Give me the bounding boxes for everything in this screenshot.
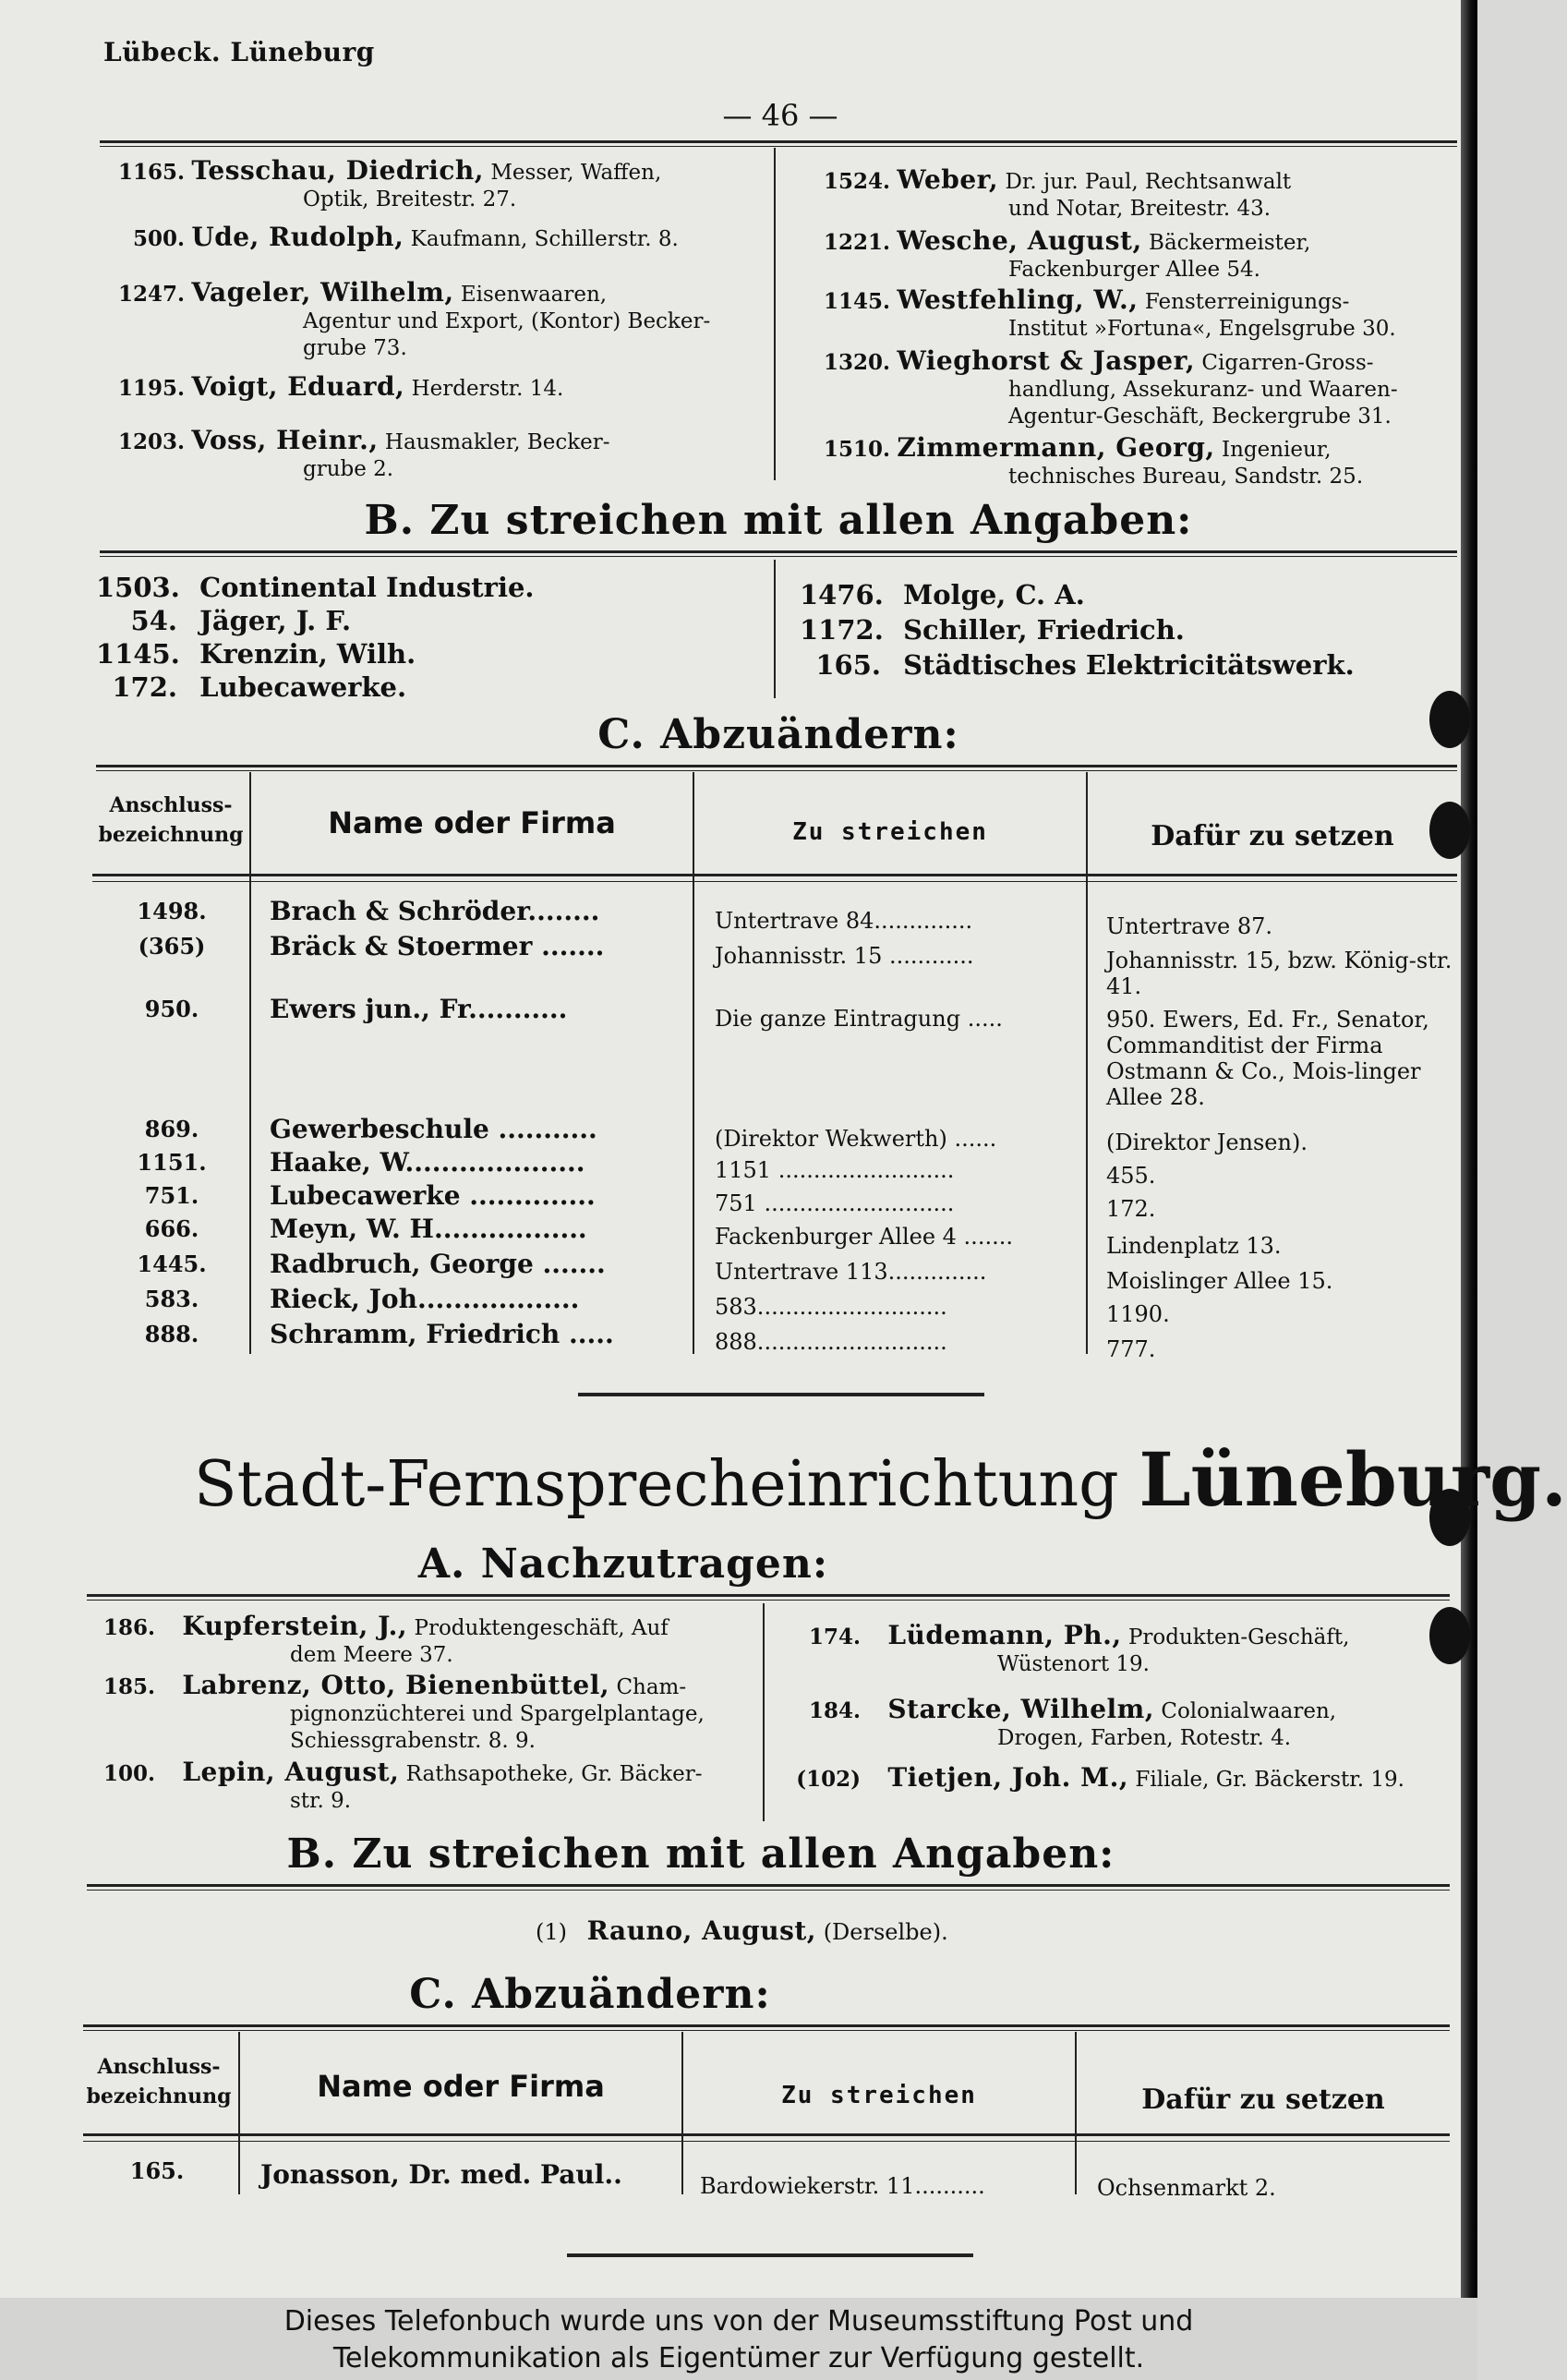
table-rule-thin	[83, 2141, 1450, 2142]
list-item: (102) Tietjen, Joh. M., Filiale, Gr. Bäckerstr. 19.	[796, 1762, 1404, 1793]
list-item: 1524. Weber, Dr. jur. Paul, Rechtsanwalt und Notar, Breitestr. 43.	[823, 164, 1292, 221]
list-item: 1510. Zimmermann, Georg, Ingenieur, technisches Bureau, Sandstr. 25.	[823, 432, 1364, 489]
section-rule	[87, 1884, 1450, 1887]
list-item: 1172. Schiller, Friedrich.	[800, 614, 1185, 646]
column-divider	[763, 1603, 765, 1821]
list-item: 1221. Wesche, August, Bäckermeister, Fackenburger Allee 54.	[823, 225, 1311, 282]
section-title-nachtragen: A. Nachzutragen:	[417, 1540, 829, 1588]
list-item: 54. Jäger, J. F.	[130, 605, 352, 636]
running-head: Lübeck. Lüneburg	[103, 37, 375, 67]
list-item: 1503. Continental Industrie.	[96, 572, 535, 603]
table-header-streichen: Zu streichen	[781, 2082, 977, 2109]
section-rule	[100, 550, 1457, 553]
list-item: 1195. Voigt, Eduard, Herderstr. 14.	[117, 371, 564, 402]
section-separator	[567, 2253, 973, 2257]
list-item: 1145. Westfehling, W., Fensterreinigungs- Institut »Fortuna«, Engelsgrube 30.	[823, 284, 1396, 341]
column-divider	[774, 148, 776, 480]
table-header-setzen: Dafür zu setzen	[1141, 2084, 1385, 2116]
list-item: 172. Lubecawerke.	[112, 671, 407, 703]
page-number: — 46 —	[722, 98, 838, 133]
page-title-lueneburg: Stadt-Fernsprecheinrichtung Lüneburg.	[194, 1436, 1567, 1523]
section-rule-thin	[87, 1600, 1450, 1601]
list-item: 1203. Voss, Heinr., Hausmakler, Becker- grube 2.	[117, 425, 610, 481]
section-rule-thin	[87, 1890, 1450, 1891]
footer-line: Dieses Telefonbuch wurde uns von der Museumsstiftung Post und	[283, 2305, 1194, 2338]
table-rule-thin	[96, 770, 1457, 771]
section-title-abaendern: C. Abzuändern:	[597, 711, 959, 758]
section-rule	[87, 1594, 1450, 1597]
table-header-name: Name oder Firma	[317, 2069, 605, 2104]
list-item: 1476. Molge, C. A.	[800, 579, 1085, 610]
list-item: (1) Rauno, August, (Derselbe).	[536, 1915, 948, 1946]
table-rule	[92, 874, 1457, 876]
list-item: 165. Städtisches Elektricitätswerk.	[815, 649, 1355, 681]
table-rule	[83, 2133, 1450, 2136]
table-rule-thin	[92, 881, 1457, 882]
table-header-name: Name oder Firma	[328, 805, 616, 840]
book-spine	[1461, 0, 1477, 2298]
footer-notice	[0, 2298, 1477, 2380]
list-item: 1320. Wieghorst & Jasper, Cigarren-Gross- handlung, Assekuranz- und Waaren-Agentur-Geschäft, Beckergrube 31.	[823, 345, 1398, 429]
section-title-abaendern: C. Abzuändern:	[409, 1971, 771, 2018]
list-item: 1165. Tesschau, Diedrich, Messer, Waffen, Optik, Breitestr. 27.	[117, 155, 662, 211]
list-item: 1247. Vageler, Wilhelm, Eisenwaaren, Agentur und Export, (Kontor) Becker-grube 73.	[117, 277, 711, 360]
table-rule	[83, 2024, 1450, 2027]
top-rule	[100, 140, 1457, 143]
list-item: 1145. Krenzin, Wilh.	[96, 638, 416, 670]
table-header-streichen: Zu streichen	[792, 818, 988, 846]
top-rule-thin	[100, 146, 1457, 147]
table-rule	[96, 765, 1457, 767]
list-item: 500. Ude, Rudolph, Kaufmann, Schillerstr. 8.	[132, 222, 679, 252]
table-col-divider	[693, 772, 694, 1354]
section-separator	[578, 1393, 984, 1396]
table-col-divider	[238, 2032, 240, 2194]
directory-page: Lübeck. Lüneburg — 46 — 1165. Tesschau, Diedrich, Messer, Waffen, Optik, Breitestr. 27. 500. Ude, Rudolph, Kaufmann, Schillerstr. 8. 1247. Vageler, Wilhelm, Eisenwaaren, Agentur und Export, (Kontor) Becker-grube 73. 1195. Voigt, Eduard, Herderstr. 14. 1203. Voss, Heinr., Hausmakler, Becker- grube 2. 1524. Weber, Dr. jur. Paul, Rechtsanwalt und Notar, Breitestr. 43. 1221. Wesche, August, Bäckermeister, Fackenburger Allee 54. 1145. Westfehling, W., Fensterreinigungs- Institut »Fortuna«, Engelsgrube 30. 1320. Wieghorst & Jasper, Cigarren-Gross- handlung, Assekuranz- und Waaren-Agentur-Geschäft, Beckergrube 31. 1510. Zimmermann, Georg, Ingenieur, technisches Bureau, Sandstr. 25. B. Zu streichen mit allen Angaben: 1503. Continental Industrie. 54. Jäger, J. F. 1145. Krenzin, Wilh. 172. Lubecawerke. 1476. Molge, C. A. 1172. Schiller, Friedrich. 165. Städtisches Elektricitätswerk. C. Abzuändern: Anschluss-bezeichnung Name oder Firma Zu streichen Dafür zu setzen 1498. Brach & Schröder........ Untertrave 84.............. Untertrave 87. (365) Bräck & Stoermer ....... Johannisstr. 15 ............ Johannisstr. 15, bzw. König-str. 41. 950. Ewers jun., Fr........... Die ganze Eintragung ..... 950. Ewers, Ed. Fr., Senator, Commanditist der Firma Ostmann & Co., Mois-linger Allee 28. 869. Gewerbeschule ........... (Direktor Wekwerth) ...... (Direktor Jensen). 1151. Haake, W.................... 1151 ......................... 455. 751. Lubecawerke .............. 751 ........................... 172. 666. Meyn, W. H................. Fackenburger Allee 4 ....... Lindenplatz 13. 1445. Radbruch, George ....... Untertrave 113.............. Moislinger Allee 15. 583. Rieck, Joh.................. 583........................... 1190. 888. Schramm, Friedrich ..... 888........................... 777. Stadt-Fernsprecheinrichtung Lüneburg. A. Nachzutragen: 186. Kupferstein, J., Produktengeschäft, Auf dem Meere 37. 185. Labrenz, Otto, Bienenbüttel, Cham- pignonzüchterei und Spargelplantage, Schiessgrabenstr. 8. 9. 100. Lepin, August, Rathsapotheke, Gr. Bäcker- str. 9. 174. Lüdemann, Ph., Produkten-Geschäft, Wüstenort 19. 184. Starcke, Wilhelm, Colonialwaaren, Drogen, Farben, Rotestr. 4. (102) Tietjen, Joh. M., Filiale, Gr. Bäckerstr. 19. B. Zu streichen mit allen Angaben: (1) Rauno, August, (Derselbe). C. Abzuändern: Anschluss-bezeichnung Name oder Firma Zu streichen Dafür zu setzen 165. Jonasson, Dr. med. Paul.. Bardowiekerstr. 11.......... Ochsenmarkt 2.	[0, 0, 1477, 2298]
table-col-divider	[1086, 772, 1088, 1354]
section-title-streichen: B. Zu streichen mit allen Angaben:	[286, 1830, 1115, 1878]
column-divider	[774, 560, 776, 698]
list-item: 184. Starcke, Wilhelm, Colonialwaaren, Drogen, Farben, Rotestr. 4.	[808, 1694, 1337, 1750]
table-header-anschluss: Anschluss-bezeichnung	[98, 793, 244, 847]
list-item: 186. Kupferstein, J., Produktengeschäft, Auf dem Meere 37.	[102, 1611, 669, 1667]
table-col-divider	[249, 772, 251, 1354]
table-header-setzen: Dafür zu setzen	[1151, 820, 1394, 852]
section-rule-thin	[100, 556, 1457, 557]
footer-line: Telekommunikation als Eigentümer zur Verfügung gestellt.	[332, 2342, 1145, 2374]
section-title-streichen: B. Zu streichen mit allen Angaben:	[364, 497, 1193, 544]
table-rule-thin	[83, 2030, 1450, 2031]
list-item: 100. Lepin, August, Rathsapotheke, Gr. Bäcker- str. 9.	[102, 1757, 703, 1813]
table-col-divider	[681, 2032, 683, 2194]
list-item: 174. Lüdemann, Ph., Produkten-Geschäft, Wüstenort 19.	[808, 1620, 1350, 1676]
table-header-anschluss: Anschluss-bezeichnung	[86, 2055, 232, 2108]
list-item: 185. Labrenz, Otto, Bienenbüttel, Cham- pignonzüchterei und Spargelplantage, Schiessgrabenstr. 8. 9.	[102, 1670, 705, 1753]
